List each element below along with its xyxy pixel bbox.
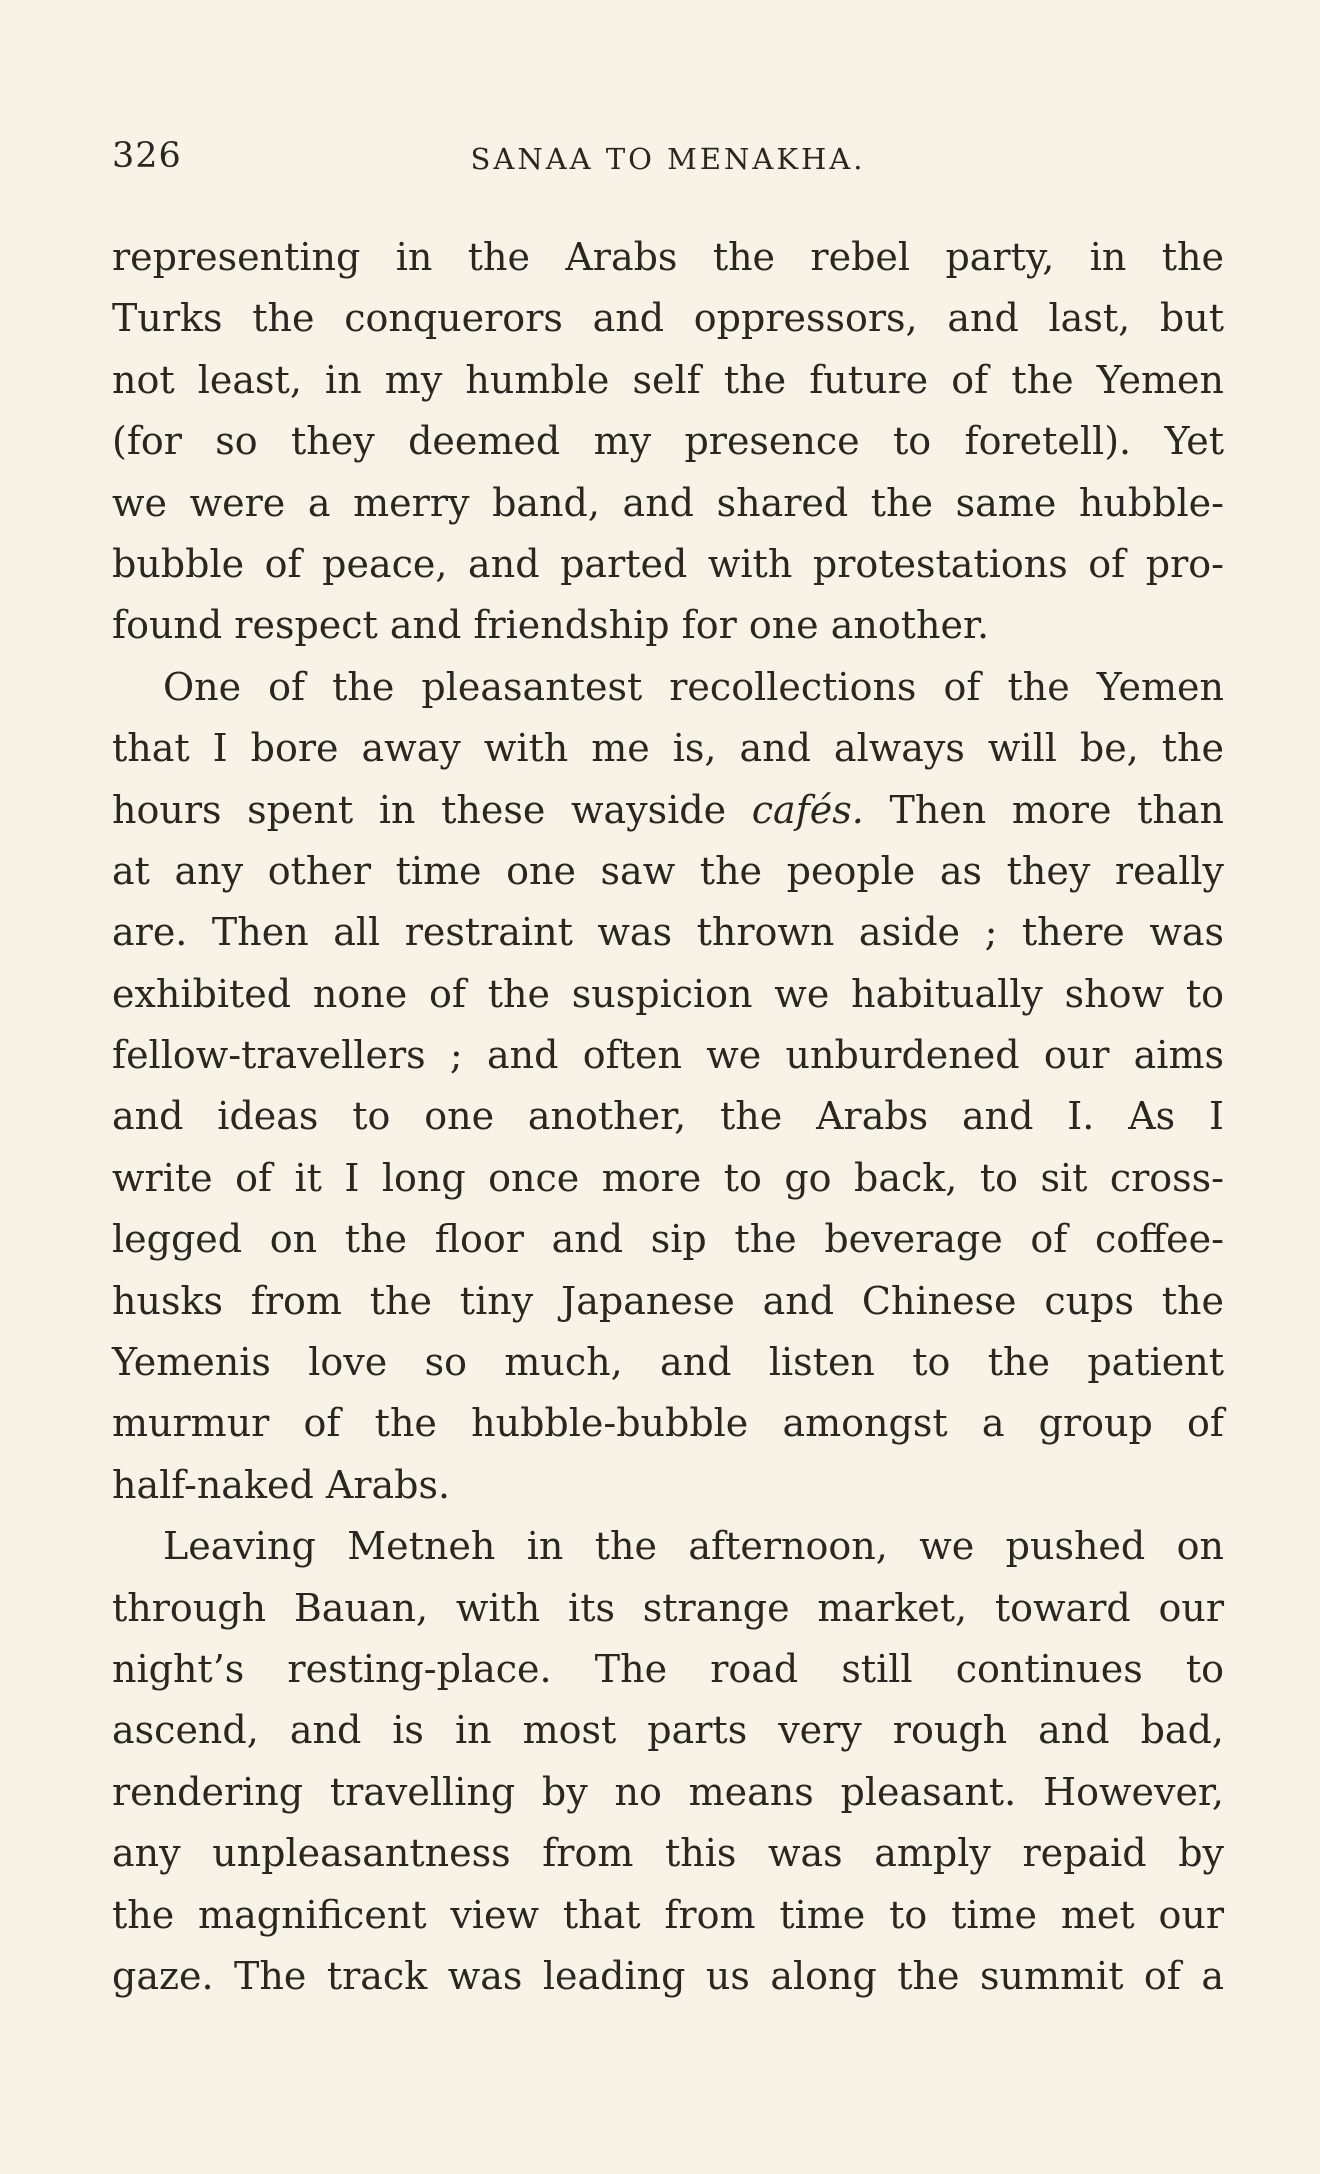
text-line: husks from the tiny Japanese and Chinese cups the <box>112 1278 1224 1323</box>
text-line <box>112 780 1224 841</box>
text-line: night’s resting-place. The road still continues to <box>112 1646 1224 1691</box>
text-line: gaze. The track was leading us along the summit of a <box>112 1953 1224 1998</box>
text-line: through Bauan, with its strange market, toward our <box>112 1585 1224 1630</box>
text-line: exhibited none of the suspicion we habitually show to <box>112 971 1224 1016</box>
text-line: not least, in my humble self the future of the Yemen <box>112 357 1224 402</box>
text-line: (for so they deemed my presence to foretell). Yet <box>112 419 1224 464</box>
page-number: 326 <box>112 136 182 176</box>
text-line: ascend, and is in most parts very rough and bad, <box>112 1708 1224 1753</box>
text-line: representing in the Arabs the rebel party, in the <box>112 235 1224 279</box>
text-line: write of it I long once more to go back, to sit cross- <box>112 1155 1224 1200</box>
text-line: fellow-travellers ; and often we unburdened our aims <box>112 1033 1224 1078</box>
text-line: are. Then all restraint was thrown aside ; there was <box>112 910 1224 955</box>
text-line: legged on the floor and sip the beverage of coffee- <box>112 1217 1224 1262</box>
text-line: half-naked Arabs. <box>112 1462 451 1507</box>
text-segment: hours spent in these wayside <box>112 787 752 832</box>
page-header <box>112 130 1224 190</box>
text-line: One of the pleasantest recollections of the Yemen <box>163 664 1224 709</box>
text-line: murmur of the hubble-bubble amongst a group of <box>112 1401 1224 1446</box>
text-line: any unpleasantness from this was amply repaid by <box>112 1831 1224 1876</box>
body-text <box>112 227 1224 2007</box>
text-line: Yemenis love so much, and listen to the patient <box>112 1340 1224 1385</box>
text-line: we were a merry band, and shared the same hubble- <box>112 480 1224 525</box>
text-line: and ideas to one another, the Arabs and I. As I <box>112 1094 1224 1139</box>
running-title: SANAA TO MENAKHA. <box>470 142 866 176</box>
italic-word: cafés. <box>751 787 864 832</box>
text-line: found respect and friendship for one another. <box>112 603 990 648</box>
text-line: that I bore away with me is, and always will be, the <box>112 726 1224 771</box>
text-segment: Then more than <box>863 787 1224 832</box>
text-line: Turks the conquerors and oppressors, and last, but <box>112 296 1224 341</box>
text-line: the magnificent view that from time to time met our <box>112 1892 1224 1937</box>
text-line: Leaving Metneh in the afternoon, we pushed on <box>163 1524 1224 1569</box>
text-line: at any other time one saw the people as they really <box>112 848 1224 893</box>
text-line: rendering travelling by no means pleasant. However, <box>112 1769 1224 1814</box>
text-line: bubble of peace, and parted with protestations of pro- <box>112 541 1224 586</box>
